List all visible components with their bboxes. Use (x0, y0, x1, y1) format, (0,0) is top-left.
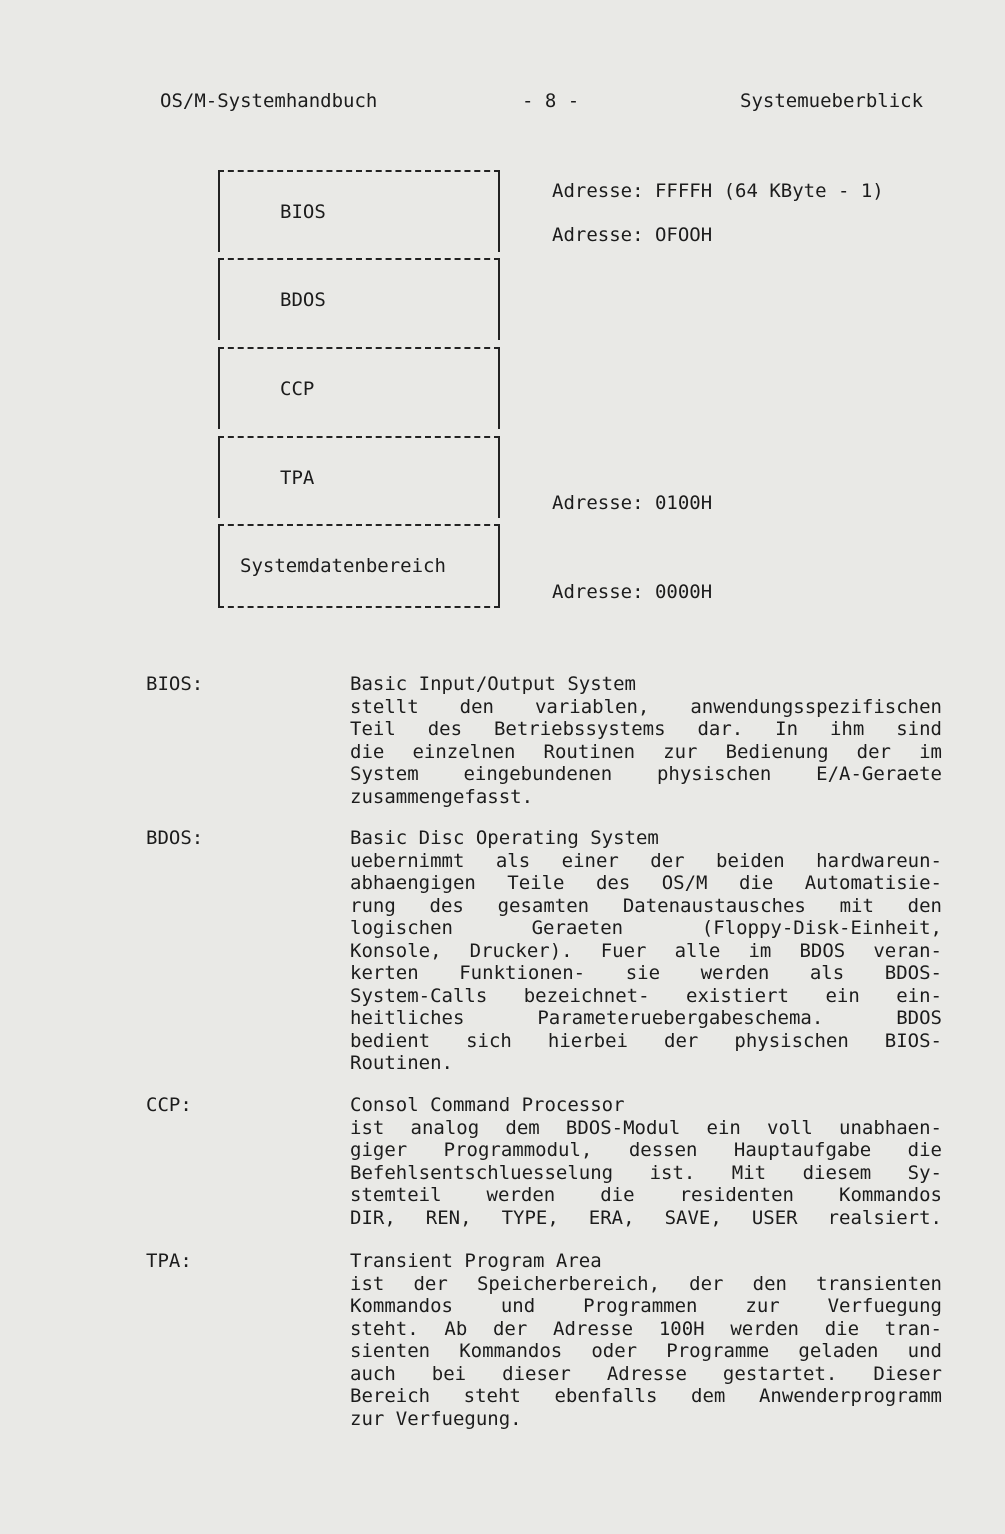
definition-term-bdos: BDOS: (146, 827, 204, 849)
definition-line: Konsole, Drucker). Fuer alle im BDOS veran- (350, 939, 942, 962)
definition-line: Routinen. (350, 1052, 453, 1074)
memory-block-ccp (218, 347, 500, 429)
definition-line: Transient Program Area (350, 1250, 602, 1272)
definition-line: Befehlsentschluesselung ist. Mit diesem Sy- (350, 1161, 942, 1184)
definition-line: zur Verfuegung. (350, 1407, 522, 1430)
definition-line: bedient sich hierbei der physischen BIOS- (350, 1029, 942, 1052)
definition-line: kerten Funktionen- sie werden als BDOS- (350, 962, 942, 984)
address-label-bottom: Adresse: 0000H (552, 581, 713, 603)
address-label-tpa-start: Adresse: 0100H (552, 492, 713, 514)
address-label-top: Adresse: FFFFH (64 KByte - 1) (552, 180, 884, 202)
definition-line: steht. Ab der Adresse 100H werden die tran- (350, 1317, 942, 1340)
definition-text-tpa (350, 1250, 942, 1430)
memory-block-label: Systemdatenbereich (240, 555, 446, 577)
definition-term-bios: BIOS: (146, 673, 204, 695)
memory-block-systemdatenbereich (218, 524, 500, 608)
definition-line: DIR, REN, TYPE, ERA, SAVE, USER realsiert. (350, 1206, 942, 1229)
definition-line: uebernimmt als einer der beiden hardwareun- (350, 849, 942, 872)
memory-block-label: CCP (280, 378, 315, 400)
definition-line: rung des gesamten Datenaustausches mit den (350, 894, 942, 917)
definition-line: System eingebundenen physischen E/A-Geraete (350, 763, 942, 785)
definition-term-tpa: TPA: (146, 1250, 192, 1272)
section-title: Systemueberblick (740, 90, 924, 112)
memory-block-tpa (218, 436, 500, 518)
definition-text-bios (350, 673, 942, 808)
definition-line: Basic Input/Output System (350, 673, 636, 695)
definition-line: stellt den variablen, anwendungsspezifischen (350, 695, 942, 718)
memory-block-label: BIOS (280, 201, 326, 223)
definition-line: die einzelnen Routinen zur Bedienung der im (350, 740, 942, 763)
header-title: OS/M-Systemhandbuch (160, 90, 378, 112)
definition-line: giger Programmodul, dessen Hauptaufgabe die (350, 1139, 942, 1161)
page-number: - 8 - (522, 90, 580, 112)
definition-line: ist der Speicherbereich, der den transienten (350, 1272, 942, 1295)
definition-line: Kommandos und Programmen zur Verfuegung (350, 1295, 942, 1317)
definition-line: auch bei dieser Adresse gestartet. Dieser (350, 1362, 942, 1385)
definition-line: System-Calls bezeichnet- existiert ein ein- (350, 984, 942, 1007)
definition-line: logischen Geraeten (Floppy-Disk-Einheit, (350, 917, 942, 939)
definition-text-bdos (350, 827, 942, 1075)
definition-line: Consol Command Processor (350, 1094, 625, 1116)
definition-line: Bereich steht ebenfalls dem Anwenderprogramm (350, 1385, 942, 1407)
definition-line: ist analog dem BDOS-Modul ein voll unabhaen- (350, 1116, 942, 1139)
definition-text-ccp (350, 1094, 942, 1229)
definition-line: stemteil werden die residenten Kommandos (350, 1184, 942, 1206)
definition-line: abhaengigen Teile des OS/M die Automatisie- (350, 872, 942, 894)
definition-line: Basic Disc Operating System (350, 827, 659, 849)
definition-line: heitliches Parameteruebergabeschema. BDOS (350, 1007, 942, 1029)
definition-term-ccp: CCP: (146, 1094, 192, 1116)
definition-line: zusammengefasst. (350, 785, 534, 808)
address-label-bios-start: Adresse: OFOOH (552, 224, 713, 246)
definition-line: sienten Kommandos oder Programme geladen und (350, 1340, 942, 1362)
memory-block-bdos (218, 258, 500, 340)
memory-block-bios (218, 170, 500, 252)
memory-block-label: BDOS (280, 289, 326, 311)
memory-block-label: TPA (280, 467, 315, 489)
definition-line: Teil des Betriebssystems dar. In ihm sind (350, 718, 942, 740)
